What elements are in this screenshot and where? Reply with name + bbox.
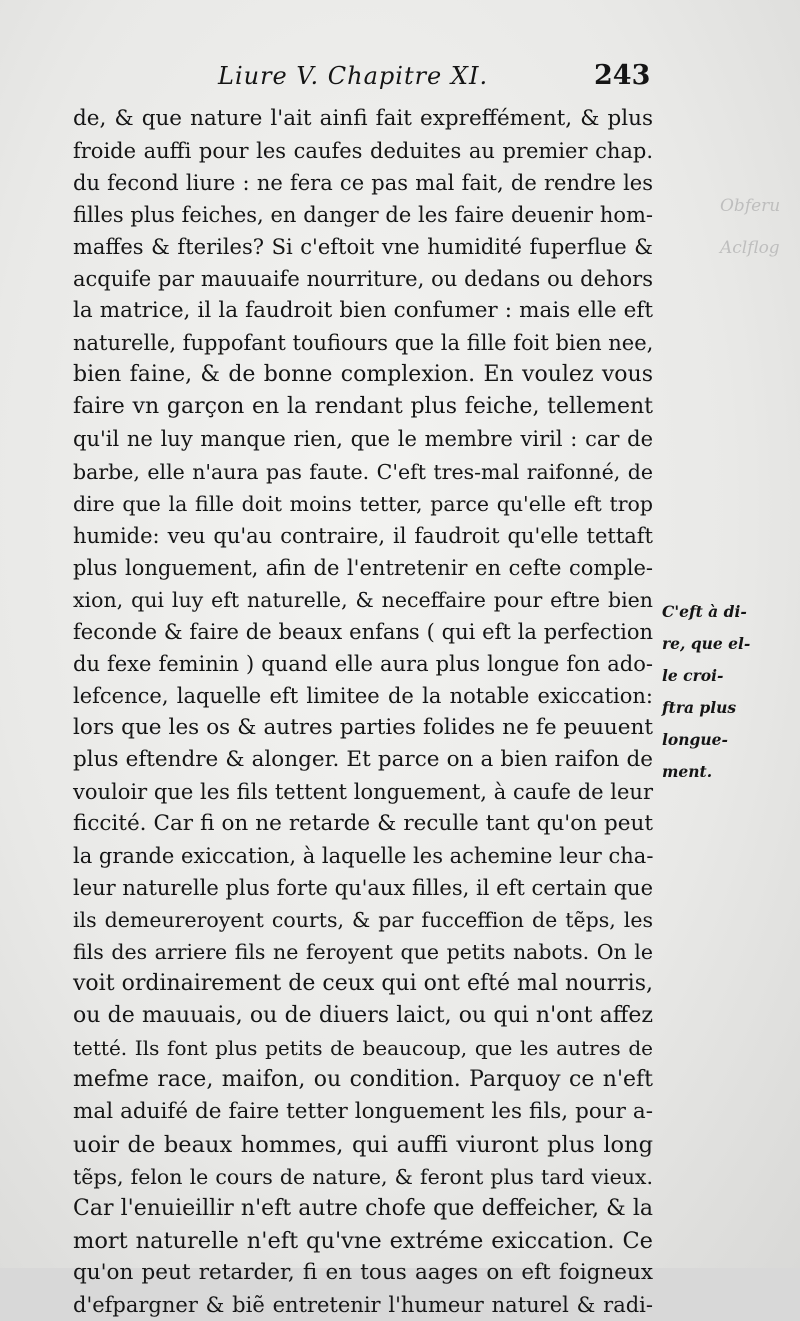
- text-line: mal aduifé de faire tetter longuement les fils, pour a-: [73, 1099, 653, 1125]
- text-line: barbe, elle n'aura pas faute. C'eft tres-mal raifonné, de: [73, 459, 653, 484]
- text-line: dire que la fille doit moins tetter, parce qu'elle eft trop: [73, 491, 653, 516]
- text-line: tẽps, felon le cours de nature, & feront plus tard vieux.: [73, 1164, 653, 1189]
- bleed-through-line: Aclflog: [720, 238, 780, 258]
- text-line: maffes & fteriles? Si c'eftoit vne humidité fuperflue &: [73, 235, 653, 260]
- text-line: uoir de beaux hommes, qui auffi viuront plus long: [73, 1131, 653, 1158]
- text-line: du fecond liure : ne fera ce pas mal fait, de rendre les: [73, 171, 653, 196]
- text-line: acquife par mauuaife nourriture, ou dedans ou dehors: [73, 267, 653, 292]
- text-line: voit ordinairement de ceux qui ont efté mal nourris,: [73, 971, 653, 997]
- text-line: leur naturelle plus forte qu'aux filles, il eft certain que: [73, 876, 653, 901]
- text-line: feconde & faire de beaux enfans ( qui eft la perfection: [73, 619, 653, 644]
- text-line: froide auffi pour les caufes deduites au premier chap.: [73, 139, 653, 164]
- text-line: du fexe feminin ) quand elle aura plus longue fon ado-: [73, 651, 653, 676]
- text-line: ficcité. Car fi on ne retarde & reculle tant qu'on peut: [73, 811, 653, 837]
- text-line: lefcence, laquelle eft limitee de la notable exiccation:: [73, 683, 653, 708]
- text-line: ou de mauuais, ou de diuers laict, ou qui n'ont affez: [73, 1003, 653, 1029]
- margin-note-line: ftra plus: [662, 698, 737, 717]
- bleed-through-text: [720, 185, 790, 345]
- text-line: xion, qui luy eft naturelle, & neceffaire pour eftre bien: [73, 587, 653, 612]
- running-head: Liure V. Chapitre XI.: [218, 62, 489, 90]
- text-line: de, & que nature l'ait ainfi fait expreffément, & plus: [73, 106, 653, 131]
- text-line: qu'il ne luy manque rien, que le membre viril : car de: [73, 427, 653, 452]
- bleed-through-line: Obferu: [720, 196, 781, 216]
- text-line: la grande exiccation, à laquelle les achemine leur cha-: [73, 844, 654, 869]
- margin-note-line: re, que el-: [662, 634, 751, 653]
- text-line: bien faine, & de bonne complexion. En voulez vous: [73, 362, 653, 388]
- text-line: Car l'enuieillir n'eft autre chofe que deffeicher, & la: [73, 1195, 653, 1221]
- text-line: fils des arriere fils ne feroyent que petits nabots. On le: [73, 940, 653, 965]
- body-text: [73, 103, 653, 1321]
- text-line: filles plus feiches, en danger de les faire deuenir hom-: [73, 203, 653, 228]
- margin-note-line: ment.: [662, 762, 713, 781]
- text-line: lors que les os & autres parties folides ne fe peuuent: [73, 714, 653, 740]
- page-number: 243: [594, 60, 651, 91]
- text-line: naturelle, fuppofant toufiours que la fille foit bien nee,: [73, 331, 654, 356]
- text-line: plus eftendre & alonger. Et parce on a bien raifon de: [73, 746, 653, 772]
- text-line: mort naturelle n'eft qu'vne extréme exiccation. Ce: [73, 1227, 653, 1254]
- margin-note-line: longue-: [662, 730, 728, 749]
- text-line: la matrice, il la faudroit bien confumer : mais elle eft: [73, 298, 653, 324]
- margin-note: [662, 596, 792, 788]
- text-line: tetté. Ils font plus petits de beaucoup, que les autres de: [73, 1036, 653, 1061]
- text-line: vouloir que les fils tettent longuement, à caufe de leur: [73, 779, 653, 804]
- text-line: qu'on peut retarder, fi en tous aages on eft foigneux: [73, 1259, 653, 1285]
- margin-note-line: le croi-: [662, 666, 724, 685]
- text-line: mefme race, maifon, ou condition. Parquoy ce n'eft: [73, 1067, 653, 1093]
- text-line: d'efpargner & biẽ entretenir l'humeur naturel & radi-: [73, 1292, 653, 1317]
- text-line: humide: veu qu'au contraire, il faudroit qu'elle tettaft: [73, 523, 653, 548]
- text-line: faire vn garçon en la rendant plus feiche, tellement: [73, 394, 653, 420]
- text-line: plus longuement, afin de l'entretenir en cefte comple-: [73, 555, 653, 580]
- text-line: ils demeureroyent courts, & par fucceffion de tẽps, les: [73, 908, 653, 933]
- margin-note-line: C'eft à di-: [662, 602, 747, 621]
